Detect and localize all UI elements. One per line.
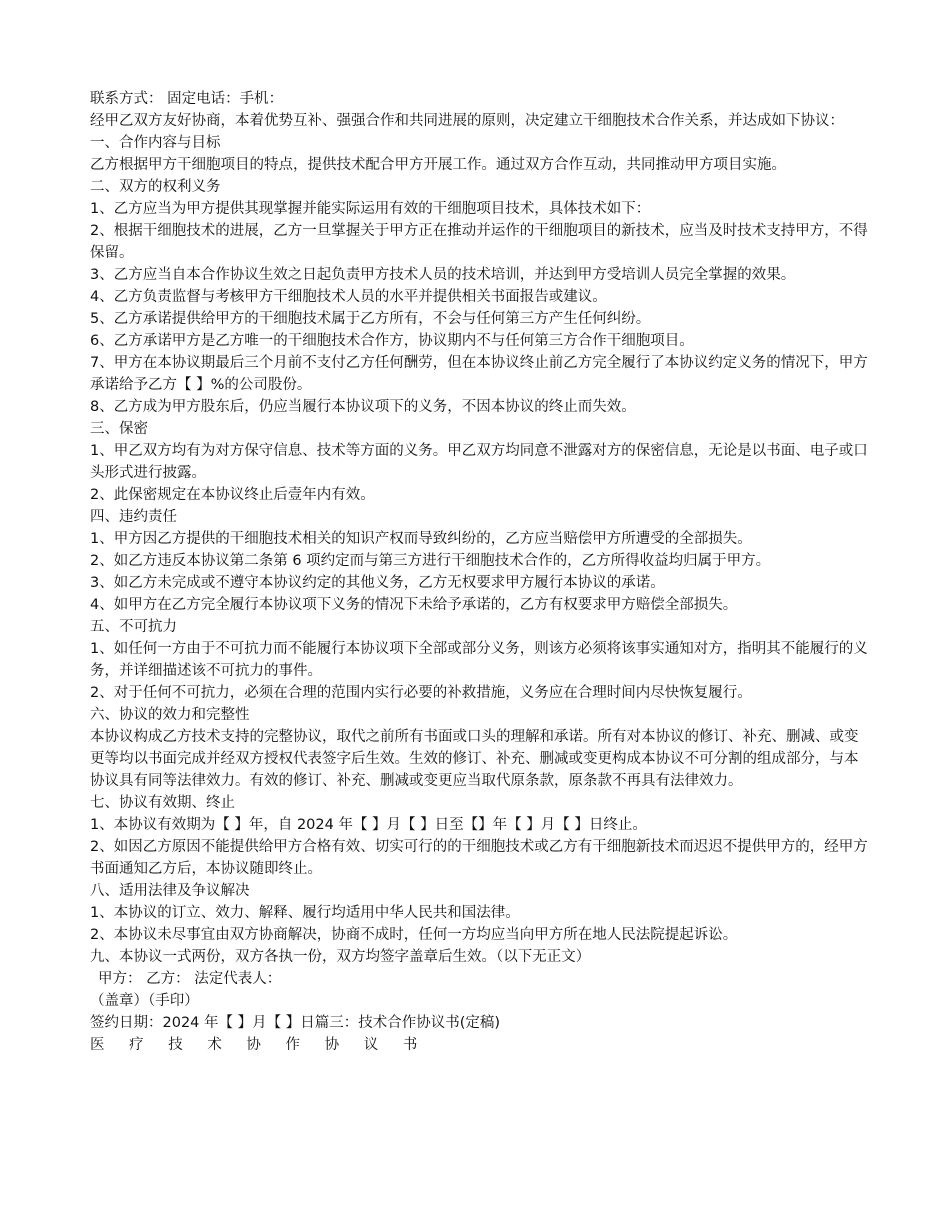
clause-4-4: 4、如甲方在乙方完全履行本协议项下义务的情况下未给予承诺的，乙方有权要求甲方赔偿全部损失。 bbox=[90, 597, 738, 613]
section-heading-8: 八、适用法律及争议解决 bbox=[90, 883, 250, 899]
section-heading-9: 九、本协议一式两份，双方各执一份，双方均签字盖章后生效。（以下无正文） bbox=[90, 949, 591, 965]
clause-2-5: 5、乙方承诺提供给甲方的干细胞技术属于乙方所有，不会与任何第三方产生任何纠纷。 bbox=[90, 311, 651, 327]
section-heading-5: 五、不可抗力 bbox=[90, 619, 177, 635]
section-heading-6: 六、协议的效力和完整性 bbox=[90, 707, 250, 723]
clause-2-7: 7、甲方在本协议期最后三个月前不支付乙方任何酬劳，但在本协议终止前乙方完全履行了本协议约定义务的情况下，甲方承诺给予乙方【 】%的公司股份。 bbox=[90, 355, 868, 393]
seal-line: （盖章）（手印） bbox=[90, 993, 199, 1009]
clause-2-1: 1、乙方应当为甲方提供其现掌握并能实际运用有效的干细胞项目技术，具体技术如下： bbox=[90, 201, 651, 217]
contact-line: 联系方式： 固定电话：手机： bbox=[90, 91, 284, 107]
section-heading-7: 七、协议有效期、终止 bbox=[90, 795, 235, 811]
clause-2-3: 3、乙方应当自本合作协议生效之日起负责甲方技术人员的技术培训，并达到甲方受培训人员完全掌握的效果。 bbox=[90, 267, 796, 283]
clause-6-body: 本协议构成乙方技术支持的完整协议，取代之前所有书面或口头的理解和承诺。所有对本协议的修订、补充、删减、或变更等均以书面完成并经双方授权代表签字后生效。生效的修订、补充、删减或变更构成本协议不可分割的组成部分，与本协议具有同等法律效力。有效的修订、补充、删减或变更应当取代原条款，原条款不再具有法律效力。 bbox=[90, 729, 859, 789]
clause-2-2: 2、根据干细胞技术的进展，乙方一旦掌握关于甲方正在推动并运作的干细胞项目的新技术，应当及时技术支持甲方，不得保留。 bbox=[90, 223, 868, 261]
clause-3-1: 1、甲乙双方均有为对方保守信息、技术等方面的义务。甲乙双方均同意不泄露对方的保密信息，无论是以书面、电子或口头形式进行披露。 bbox=[90, 443, 868, 481]
paragraph: 乙方根据甲方干细胞项目的特点，提供技术配合甲方开展工作。通过双方合作互动，共同推动甲方项目实施。 bbox=[90, 157, 786, 173]
agreement-document bbox=[90, 88, 870, 1056]
clause-2-4: 4、乙方负责监督与考核甲方干细胞技术人员的水平并提供相关书面报告或建议。 bbox=[90, 289, 607, 305]
next-document-title: 医 疗 技 术 协 作 协 议 书 bbox=[90, 1037, 428, 1053]
section-heading-1: 一、合作内容与目标 bbox=[90, 135, 221, 151]
clause-8-2: 2、本协议未尽事宜由双方协商解决，协商不成时，任何一方均应当向甲方所在地人民法院提起诉讼。 bbox=[90, 927, 738, 943]
clause-2-6: 6、乙方承诺甲方是乙方唯一的干细胞技术合作方，协议期内不与任何第三方合作干细胞项目。 bbox=[90, 333, 694, 349]
clause-8-1: 1、本协议的订立、效力、解释、履行均适用中华人民共和国法律。 bbox=[90, 905, 520, 921]
clause-7-1: 1、本协议有效期为【 】年，自 2024 年【 】月【 】日至【】年【 】月【 】日终止。 bbox=[90, 817, 647, 833]
section-heading-3: 三、保密 bbox=[90, 421, 148, 437]
signature-parties: 甲方： 乙方： 法定代表人： bbox=[98, 971, 282, 987]
clause-7-2: 2、如因乙方原因不能提供给甲方合格有效、切实可行的的干细胞技术或乙方有干细胞新技术而迟迟不提供甲方的，经甲方书面通知乙方后，本协议随即终止。 bbox=[90, 839, 868, 877]
section-heading-4: 四、违约责任 bbox=[90, 509, 177, 525]
clause-4-2: 2、如乙方违反本协议第二条第 6 项约定而与第三方进行干细胞技术合作的，乙方所得收益均归属于甲方。 bbox=[90, 553, 771, 569]
preamble-paragraph: 经甲乙双方友好协商，本着优势互补、强强合作和共同进展的原则，决定建立干细胞技术合作关系，并达成如下协议： bbox=[90, 113, 844, 129]
clause-5-2: 2、对于任何不可抗力，必须在合理的范围内实行必要的补救措施，义务应在合理时间内尽快恢复履行。 bbox=[90, 685, 752, 701]
section-heading-2: 二、双方的权利义务 bbox=[90, 179, 221, 195]
clause-4-3: 3、如乙方未完成或不遵守本协议约定的其他义务，乙方无权要求甲方履行本协议的承诺。 bbox=[90, 575, 665, 591]
clause-2-8: 8、乙方成为甲方股东后，仍应当履行本协议项下的义务，不因本协议的终止而失效。 bbox=[90, 399, 636, 415]
clause-5-1: 1、如任何一方由于不可抗力而不能履行本协议项下全部或部分义务，则该方必须将该事实通知对方，指明其不能履行的义务，并详细描述该不可抗力的事件。 bbox=[90, 641, 868, 679]
clause-4-1: 1、甲方因乙方提供的干细胞技术相关的知识产权而导致纠纷的，乙方应当赔偿甲方所遭受的全部损失。 bbox=[90, 531, 752, 547]
signing-date-line: 签约日期：2024 年【 】月【 】日篇三：技术合作协议书(定稿) bbox=[90, 1015, 501, 1031]
clause-3-2: 2、此保密规定在本协议终止后壹年内有效。 bbox=[90, 487, 375, 503]
